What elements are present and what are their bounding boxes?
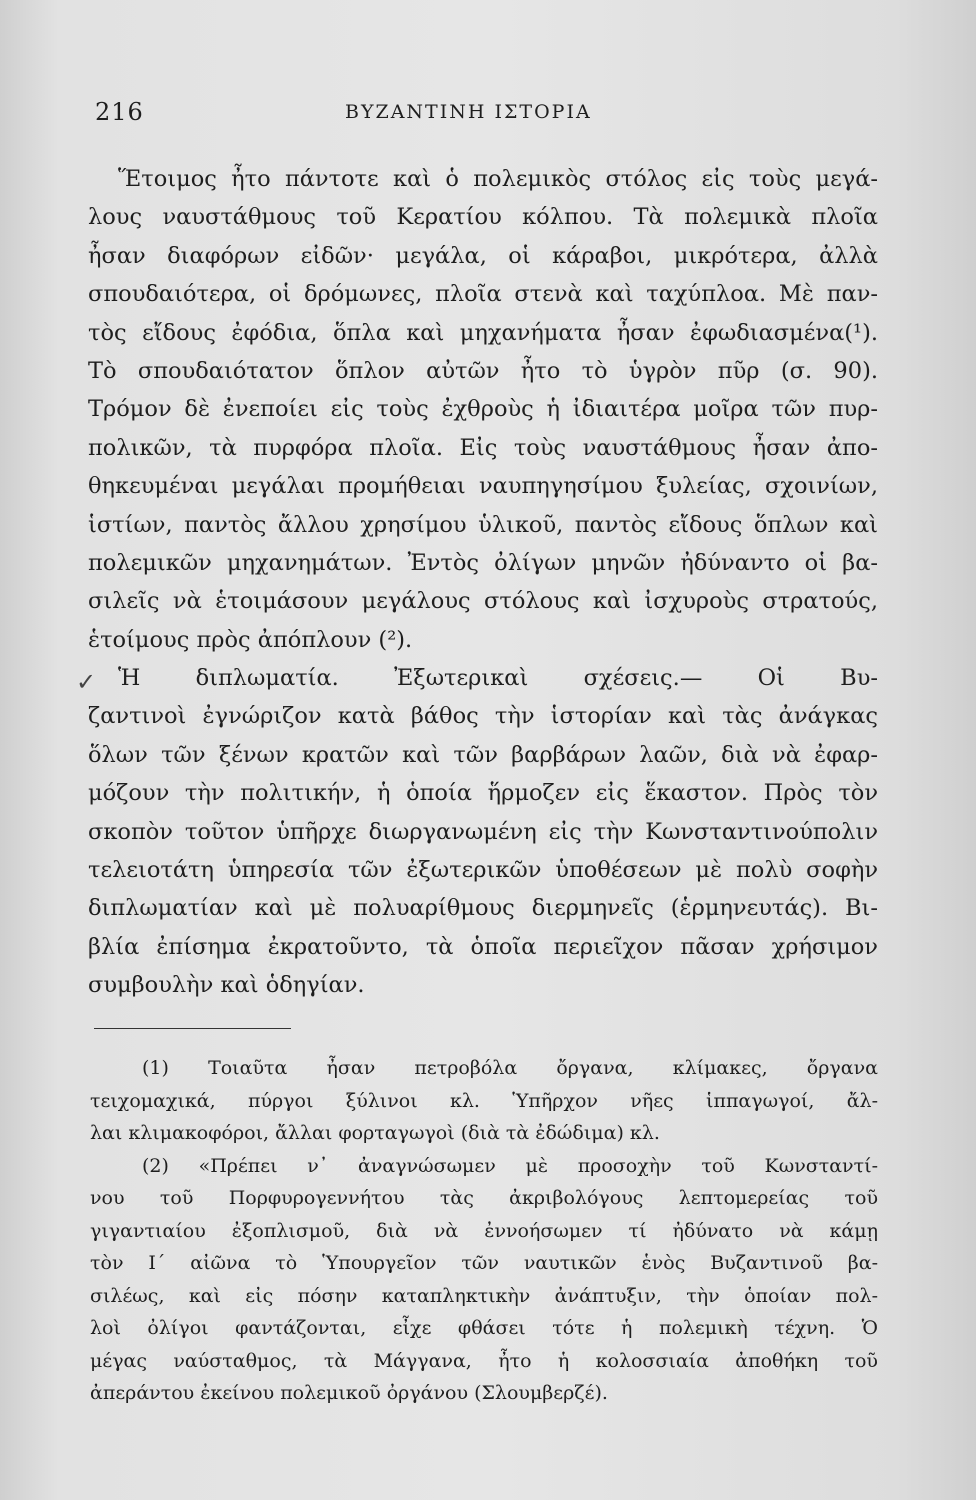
- footnote-line: ἀπεράντου ἐκείνου πολεμικοῦ ὀργάνου (Σλουμβερζέ).: [90, 1382, 608, 1404]
- footnote-line: (2) «Πρέπει ν᾽ ἀναγνώσωμεν μὲ προσοχὴν τοῦ Κωνσταντί-: [142, 1154, 878, 1177]
- body-line: διπλωματίαν καὶ μὲ πολυαρίθμους διερμηνεῖς (ἑρμηνευτάς). Βι-: [88, 895, 878, 922]
- footnote-line: γιγαντιαίου ἐξοπλισμοῦ, διὰ νὰ ἐννοήσωμεν τί ἠδύνατο νὰ κάμῃ: [90, 1219, 878, 1242]
- footnote-line: λαι κλιμακοφόροι, ἄλλαι φορταγωγοὶ (διὰ τὰ ἐδώδιμα) κλ.: [90, 1122, 660, 1144]
- body-line: ἱστίων, παντὸς ἄλλου χρησίμου ὑλικοῦ, παντὸς εἴδους ὅπλων καὶ: [88, 511, 878, 538]
- body-line: πολεμικῶν μηχανημάτων. Ἐντὸς ὀλίγων μηνῶν ἠδύναντο οἱ βα-: [88, 549, 878, 576]
- footnote-line: σιλέως, καὶ εἰς πόσην καταπληκτικὴν ἀνάπτυξιν, τὴν ὁποίαν πολ-: [90, 1284, 878, 1307]
- running-title: ΒΥΖΑΝΤΙΝΗ ΙΣΤΟΡΙΑ: [345, 101, 592, 123]
- body-line: θηκευμέναι μεγάλαι προμήθειαι ναυπηγησίμου ξυλείας, σχοινίων,: [88, 473, 878, 500]
- footnote-line: λοὶ ὀλίγοι φαντάζονται, εἶχε φθάσει τότε ἡ πολεμικὴ τέχνη. Ὁ: [90, 1317, 878, 1339]
- footnote-line: τειχομαχικά, πύργοι ξύλινοι κλ. Ὑπῆρχον νῆες ἱππαγωγοί, ἄλ-: [90, 1089, 878, 1112]
- footnote-line: (1) Τοιαῦτα ἦσαν πετροβόλα ὄργανα, κλίμακες, ὄργανα: [142, 1057, 878, 1079]
- body-line: ἑτοίμους πρὸς ἀπόπλουν (²).: [88, 626, 413, 653]
- body-line: λους ναυστάθμους τοῦ Κερατίου κόλπου. Τὰ πολεμικὰ πλοῖα: [88, 204, 878, 231]
- section-heading-line: Ἡ διπλωματία. Ἐξωτερικαὶ σχέσεις.— Οἱ Βυ-: [118, 665, 878, 692]
- body-line: τὸς εἴδους ἐφόδια, ὅπλα καὶ μηχανήματα ἦσαν ἐφωδιασμένα(¹).: [88, 319, 878, 346]
- body-line: σιλεῖς νὰ ἑτοιμάσουν μεγάλους στόλους καὶ ἰσχυροὺς στρατούς,: [88, 588, 878, 615]
- page-number: 216: [95, 98, 144, 126]
- body-line: Τὸ σπουδαιότατον ὅπλον αὐτῶν ἦτο τὸ ὑγρὸν πῦρ (σ. 90).: [88, 357, 878, 384]
- footnote-line: νου τοῦ Πορφυρογεννήτου τὰς ἀκριβολόγους λεπτομερείας τοῦ: [90, 1187, 878, 1209]
- body-line: Τρόμον δὲ ἐνεποίει εἰς τοὺς ἐχθροὺς ἡ ἰδιαιτέρα μοῖρα τῶν πυρ-: [88, 396, 878, 423]
- footnote-line: μέγας ναύσταθμος, τὰ Μάγγανα, ἦτο ἡ κολοσσιαία ἀποθήκη τοῦ: [90, 1349, 878, 1372]
- body-text: [88, 160, 878, 1005]
- body-line: βλία ἐπίσημα ἐκρατοῦντο, τὰ ὁποῖα περιεῖχον πᾶσαν χρήσιμον: [88, 933, 878, 960]
- page-header: [95, 98, 895, 134]
- body-line: ζαντινοὶ ἐγνώριζον κατὰ βάθος τὴν ἱστορίαν καὶ τὰς ἀνάγκας: [88, 703, 878, 730]
- body-line: ὅλων τῶν ξένων κρατῶν καὶ τῶν βαρβάρων λαῶν, διὰ νὰ ἐφαρ-: [88, 741, 878, 768]
- footnote-divider: [94, 1028, 291, 1029]
- body-line: μόζουν τὴν πολιτικήν, ἡ ὁποία ἥρμοζεν εἰς ἕκαστον. Πρὸς τὸν: [88, 780, 878, 807]
- body-line: συμβουλὴν καὶ ὁδηγίαν.: [88, 972, 365, 999]
- body-line: ἦσαν διαφόρων εἰδῶν· μεγάλα, οἱ κάραβοι, μικρότερα, ἀλλὰ: [88, 242, 878, 269]
- body-line: Ἕτοιμος ἦτο πάντοτε καὶ ὁ πολεμικὸς στόλος εἰς τοὺς μεγά-: [118, 166, 878, 192]
- body-line: σκοπὸν τοῦτον ὑπῆρχε διωργανωμένη εἰς τὴν Κωνσταντινούπολιν: [88, 818, 878, 845]
- body-line: τελειοτάτη ὑπηρεσία τῶν ἐξωτερικῶν ὑποθέσεων μὲ πολὺ σοφὴν: [88, 857, 878, 884]
- footnotes: [90, 1052, 878, 1410]
- footnote-line: τὸν Ι΄ αἰῶνα τὸ Ὑπουργεῖον τῶν ναυτικῶν ἑνὸς Βυζαντινοῦ βα-: [90, 1252, 878, 1274]
- body-line: σπουδαιότερα, οἱ δρόμωνες, πλοῖα στενὰ καὶ ταχύπλοα. Μὲ παν-: [88, 281, 878, 308]
- body-line: πολικῶν, τὰ πυρφόρα πλοῖα. Εἰς τοὺς ναυστάθμους ἦσαν ἀπο-: [88, 434, 878, 461]
- handwritten-check-mark: ✓: [76, 668, 97, 696]
